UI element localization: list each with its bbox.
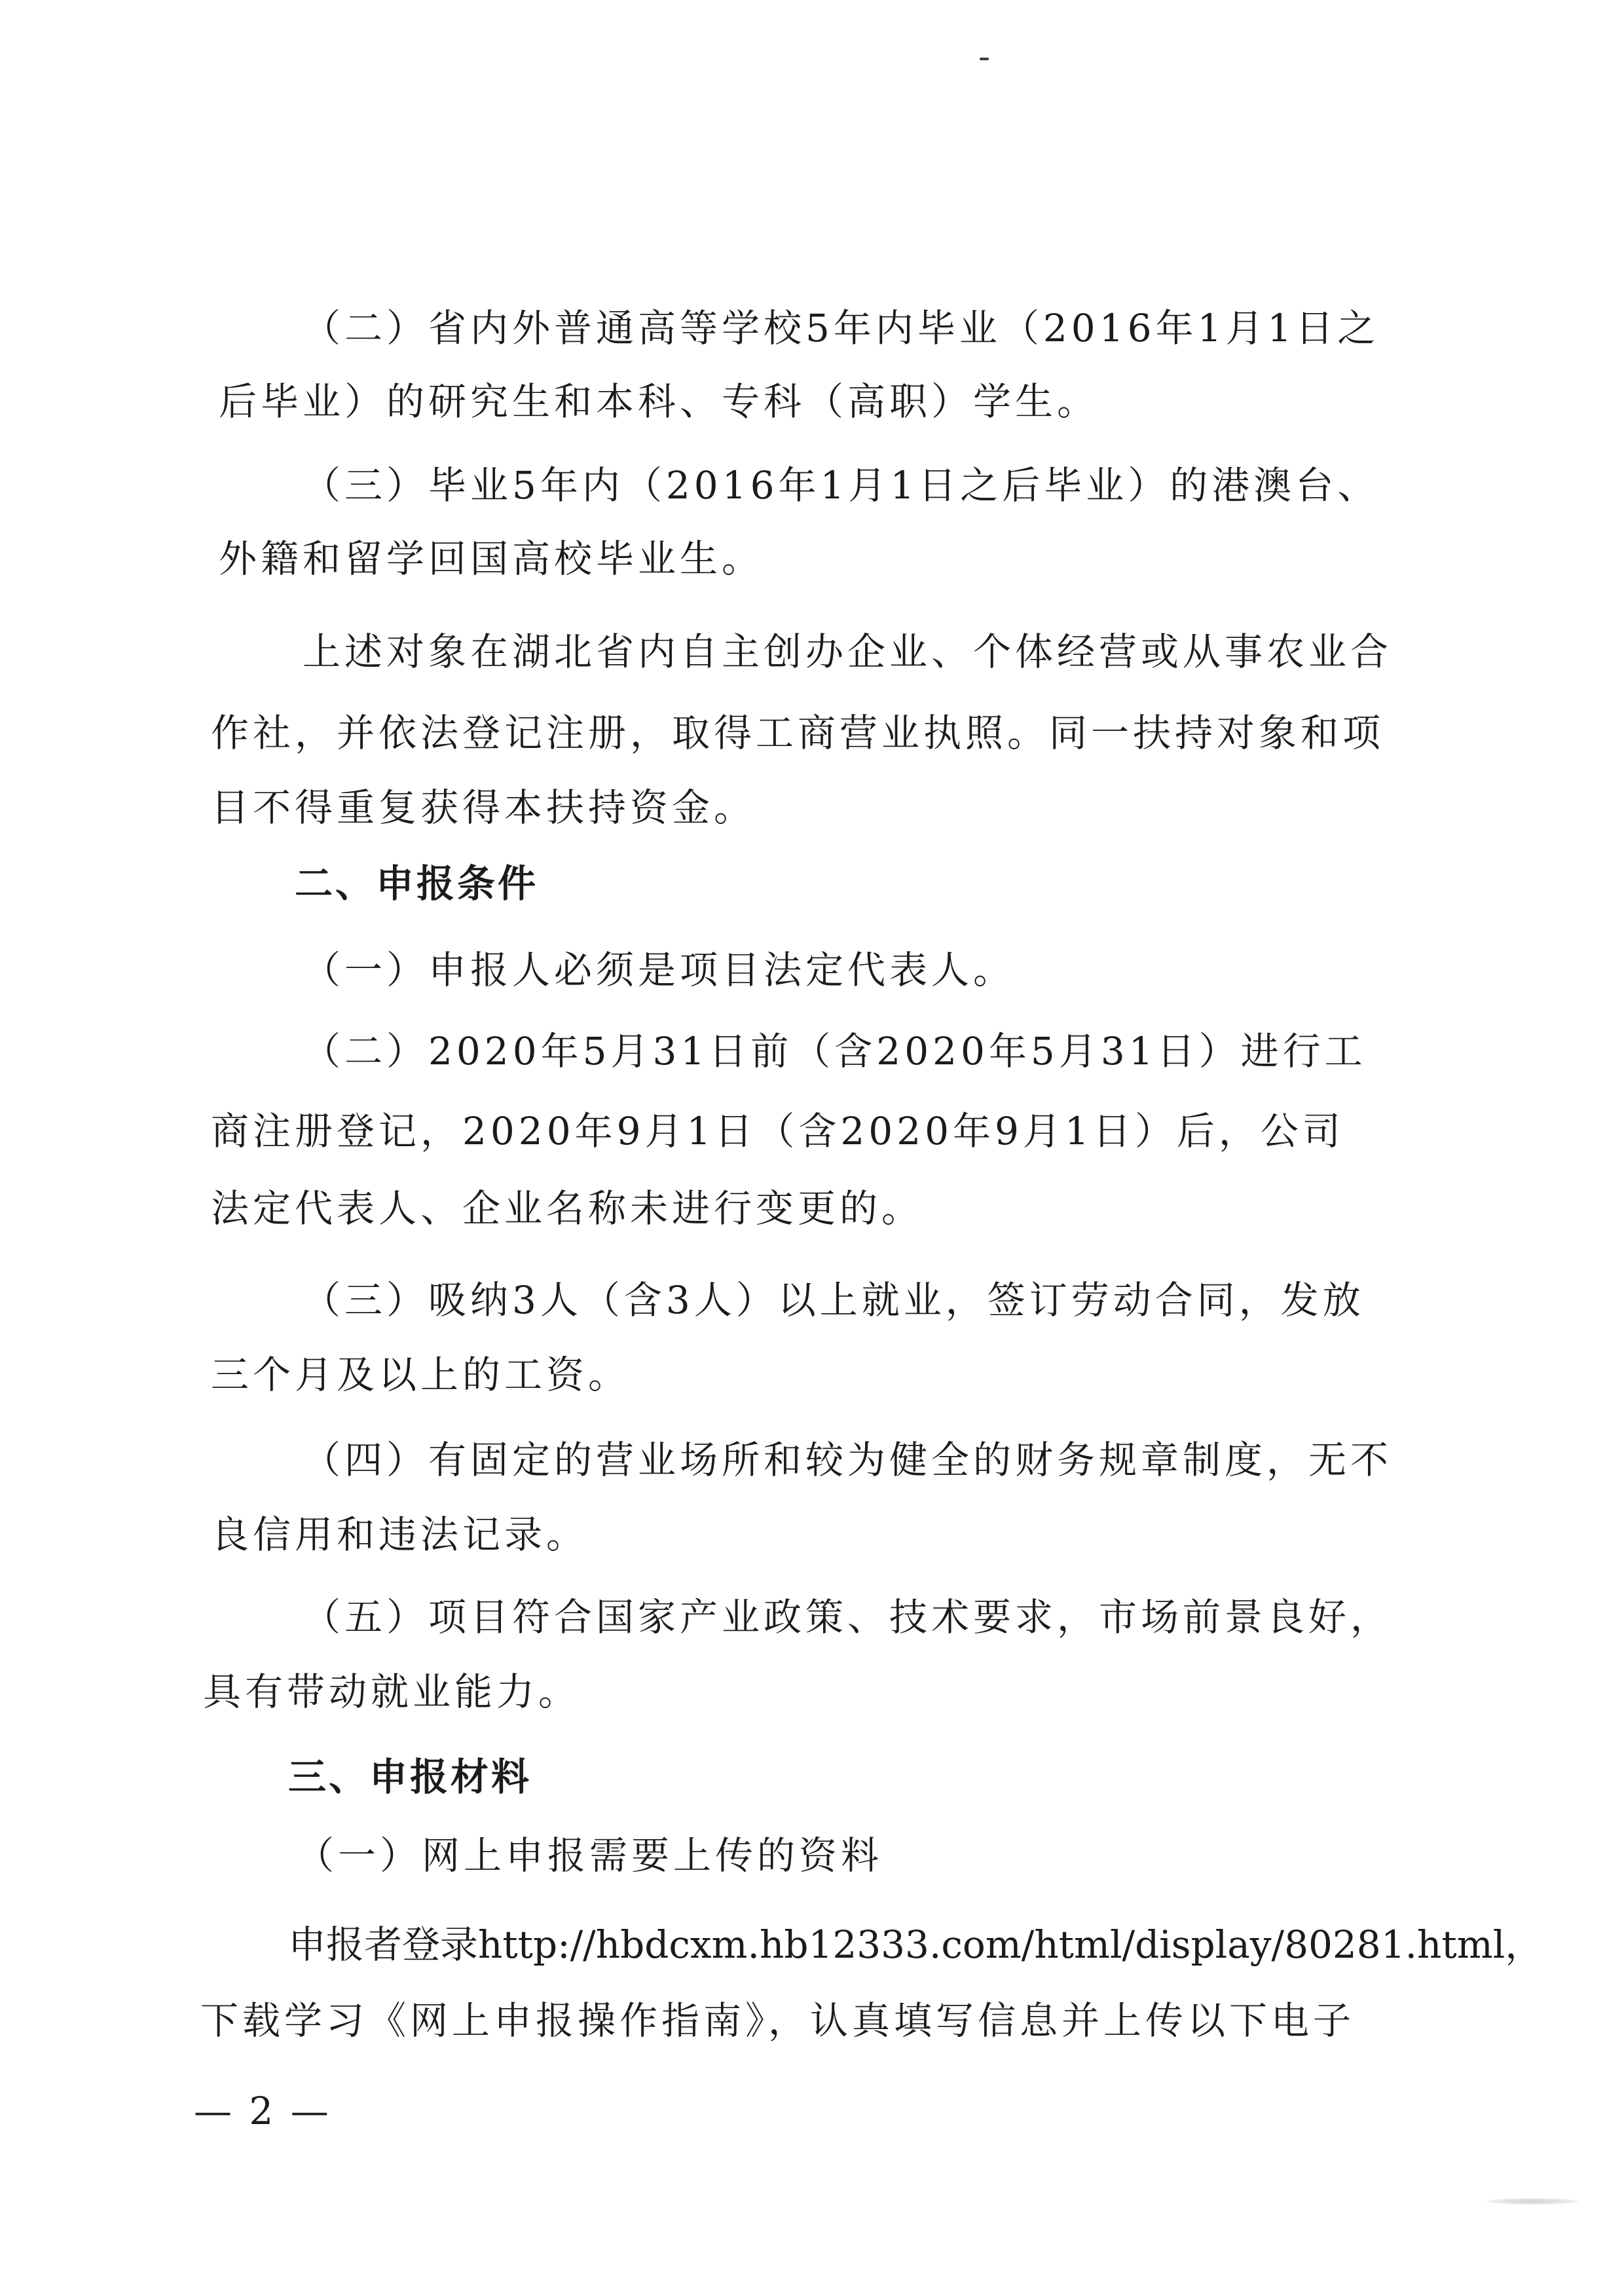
paragraph-line: 上述对象在湖北省内自主创办企业、个体经营或从事农业合 bbox=[303, 629, 1393, 674]
paragraph-line: 三个月及以上的工资。 bbox=[211, 1353, 631, 1397]
paragraph-line: 具有带动就业能力。 bbox=[203, 1670, 581, 1714]
page-number: — 2 — bbox=[194, 2089, 331, 2133]
paragraph-line: 目不得重复获得本扶持资金。 bbox=[211, 785, 756, 830]
scan-artifact bbox=[1486, 2198, 1578, 2205]
paragraph-line: 作社，并依法登记注册，取得工商营业执照。同一扶持对象和项 bbox=[211, 711, 1385, 755]
paragraph-line: 良信用和违法记录。 bbox=[211, 1512, 589, 1557]
scan-artifact bbox=[980, 58, 989, 60]
paragraph-line: 外籍和留学回国高校毕业生。 bbox=[219, 536, 764, 581]
paragraph-line: 法定代表人、企业名称未进行变更的。 bbox=[211, 1186, 924, 1231]
paragraph-line: （二）省内外普通高等学校5年内毕业（2016年1月1日之 bbox=[303, 306, 1380, 350]
paragraph-line: 后毕业）的研究生和本科、专科（高职）学生。 bbox=[219, 379, 1099, 424]
paragraph-line: （三）吸纳3人（含3人）以上就业，签订劳动合同，发放 bbox=[303, 1278, 1365, 1322]
paragraph-line: （三）毕业5年内（2016年1月1日之后毕业）的港澳台、 bbox=[303, 463, 1380, 508]
section-heading: 三、申报材料 bbox=[288, 1755, 532, 1799]
paragraph-line: （一）申报人必须是项目法定代表人。 bbox=[303, 948, 1016, 992]
paragraph-line: 下载学习《网上申报操作指南》，认真填写信息并上传以下电子 bbox=[200, 1998, 1356, 2043]
paragraph-line: （四）有固定的营业场所和较为健全的财务规章制度，无不 bbox=[303, 1438, 1393, 1482]
paragraph-line: 商注册登记，2020年9月1日（含2020年9月1日）后，公司 bbox=[211, 1109, 1344, 1153]
section-heading: 二、申报条件 bbox=[295, 861, 539, 906]
paragraph-line: （五）项目符合国家产业政策、技术要求，市场前景良好， bbox=[303, 1595, 1393, 1639]
paragraph-line: （一）网上申报需要上传的资料 bbox=[296, 1833, 883, 1878]
paragraph-line: （二）2020年5月31日前（含2020年5月31日）进行工 bbox=[303, 1029, 1367, 1073]
paragraph-line: 申报者登录http://hbdcxm.hb12333.com/html/display/80281.html， bbox=[288, 1922, 1543, 1967]
